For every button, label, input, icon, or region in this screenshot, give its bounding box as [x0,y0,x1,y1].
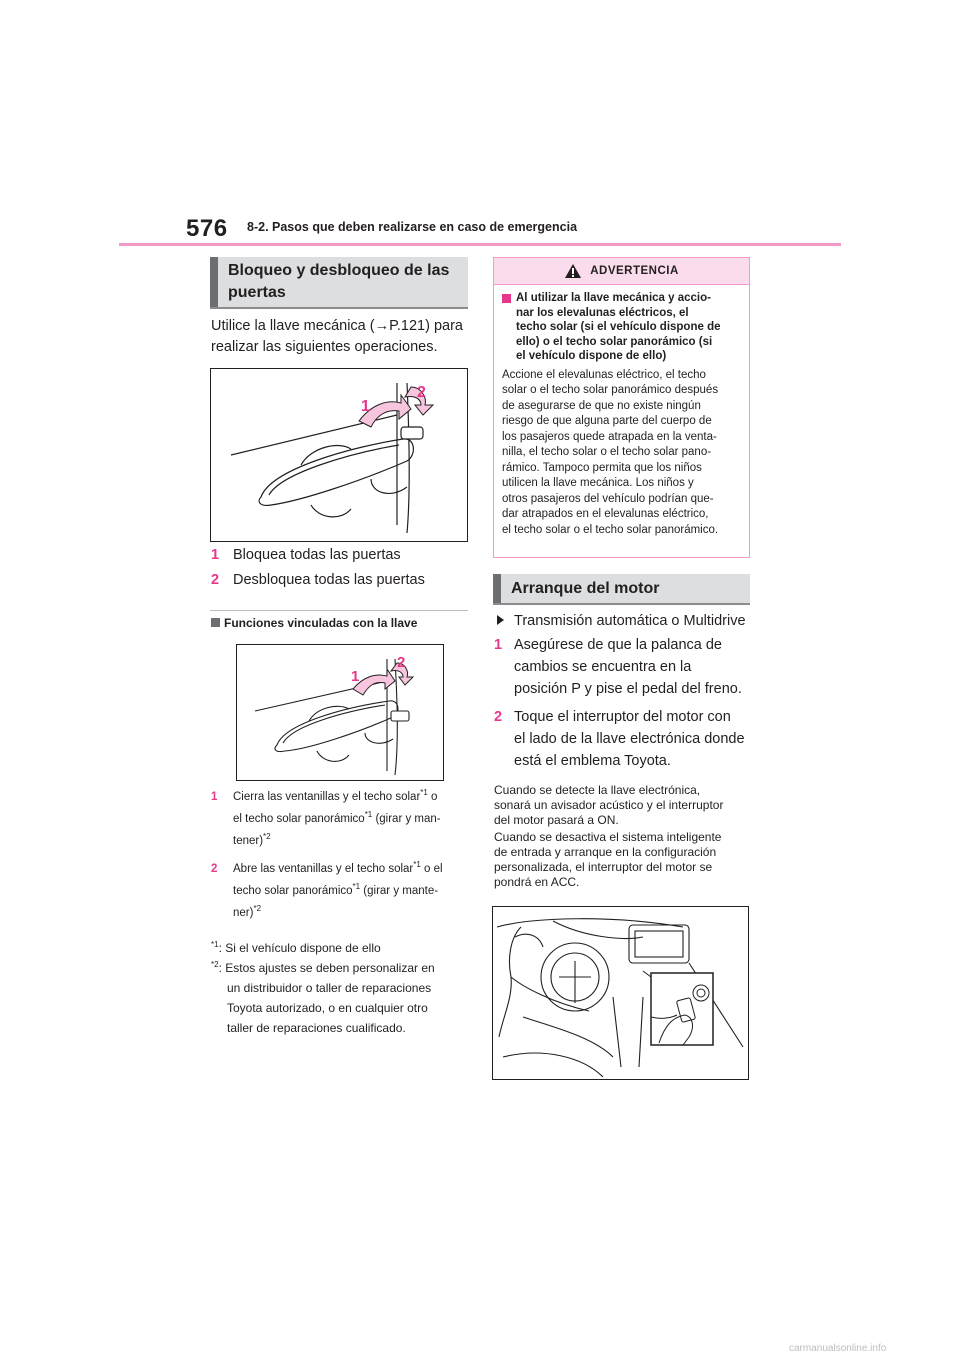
item-number: 2 [211,863,218,875]
footnote-mark: *2 [211,960,219,969]
chapter-title: 8-2. Pasos que deben realizarse en caso de emergencia [247,220,578,234]
footnote-2 [211,958,473,978]
linked-functions-list [211,786,473,924]
warning-body-line: el techo solar o el techo solar panorámico. [502,523,719,536]
intro-line: realizar las siguientes operaciones. [211,339,438,355]
text-seg: (girar y man- [372,813,441,825]
step-text: Bloquea todas las puertas [233,547,401,563]
fig2-label-1: 1 [351,668,360,685]
text-seg: tener) [233,835,264,847]
footnote-mark: *2 [253,904,262,914]
step-text [514,706,745,772]
footnote-text: : Si el vehículo dispone de ello [218,941,381,955]
footnote-mark: *1 [352,882,361,892]
paragraph-smart-entry [494,830,756,890]
paragraph-line: del motor pasará a ON. [494,813,619,827]
footnote-mark: *1 [413,860,421,870]
text-seg: (girar y mante- [360,885,439,897]
square-bullet-icon [211,618,220,627]
door-handle-illustration [211,369,466,540]
text-seg: el techo solar panorámico [233,813,365,825]
paragraph-line: Cuando se desactiva el sistema inteligente [494,830,722,844]
list-item [211,858,473,924]
section-rule [493,603,750,605]
fig1-label-2: 2 [417,384,426,401]
step-text: Desbloquea todas las puertas [233,572,425,588]
list-item [211,570,473,591]
footnote-1 [211,938,473,958]
warning-body-line: de asegurarse de que no existe ningún [502,399,701,412]
step-line: posición P y pise el pedal del freno. [514,681,742,697]
item-line [233,830,441,852]
driver-cabin-illustration [493,907,747,1078]
warning-body-line: rámico. Tampoco permita que los niños [502,461,702,474]
warning-body-line: otros pasajeros del vehículo podrían que- [502,492,714,505]
subhead-text: Funciones vinculadas con la llave [224,616,418,630]
step-number: 1 [211,547,220,563]
footnote-mark: *2 [263,832,271,842]
paragraph-line: personalizada, el interruptor del motor se [494,860,713,874]
subhead-linked-functions [211,616,417,630]
list-item [211,545,473,566]
figure-linked-functions [236,644,444,781]
step-line: Toque el interruptor del motor con [514,709,731,725]
figure-engine-start [492,906,749,1080]
warning-heading-line: nar los elevalunas eléctricos, el [516,306,689,319]
step-line: está el emblema Toyota. [514,753,671,769]
paragraph-line: Cuando se detecte la llave electrónica, [494,783,701,797]
step-line: cambios se encuentra en la [514,659,692,675]
engine-steps [494,634,756,772]
door-handle-illustration-2 [237,645,442,779]
list-item [211,786,473,852]
warning-heading-line: el vehículo dispone de ello) [516,350,667,362]
fig2-label-2: 2 [397,654,406,671]
intro-line: Utilice la llave mecánica (→P.121) para [211,318,463,334]
steps-list [211,545,473,591]
divider [210,610,468,611]
footnotes [211,938,473,1038]
item-line [233,808,441,830]
warning-body-line: Accione el elevalunas eléctrico, el techo [502,368,706,381]
transmission-text: Transmisión automática o Multidrive [514,613,746,629]
warning-body-line: solar o el techo solar panorámico después [502,384,719,396]
footnote-mark: *1 [211,940,219,949]
intro-paragraph [211,316,473,358]
item-line [233,786,441,808]
warning-title: ADVERTENCIA [590,265,679,277]
triangle-bullet-icon [497,615,504,625]
section-title-engine [493,574,750,603]
footnote-mark: *1 [364,810,373,820]
text-seg: o el [420,863,443,875]
warning-header [494,258,749,285]
warning-box [493,257,750,558]
list-item [494,634,756,700]
paragraph-line: sonará un avisador acústico y el interruptor [494,798,724,812]
square-bullet-icon [502,294,511,303]
warning-body-line: nilla, el techo solar o el techo solar pano- [502,446,712,458]
warning-body-line: los pasajeros quede atrapada en la venta- [502,430,717,443]
section-title-line1: Bloqueo y desbloqueo de las [228,262,450,279]
footnote-line: un distribuidor o taller de reparaciones [227,981,432,995]
step-number: 2 [211,572,220,588]
step-number: 1 [494,637,503,653]
step-number: 2 [494,709,503,725]
text-seg: o [427,791,438,803]
footnote-text: : Estos ajustes se deben personalizar en [218,961,435,975]
fig1-label-1: 1 [361,398,370,415]
warning-body-line: riesgo de que alguna parte del cuerpo de [502,415,712,427]
paragraph-line: de entrada y arranque en la configuración [494,845,717,859]
page-number: 576 [186,215,228,242]
footnote-line: taller de reparaciones cualificado. [227,1021,406,1035]
paragraph-line: pondrá en ACC. [494,875,580,889]
item-line [233,858,443,880]
item-text [233,858,443,924]
section-title-line2: puertas [228,284,286,301]
section-title-doors [210,257,468,307]
warning-triangle-icon [564,263,582,279]
paragraph-key-detected [494,783,756,828]
text-seg: Abre las ventanillas y el techo solar [233,863,414,875]
warning-heading-line: Al utilizar la llave mecánica y accio- [516,292,711,304]
section-rule [210,307,468,309]
text-seg: Cierra las ventanillas y el techo solar [233,791,421,803]
warning-body-line: dar atrapados en el elevalunas eléctrico, [502,508,709,520]
text-seg: ner) [233,907,254,919]
figure-door-handle-key [210,368,468,542]
watermark-text: carmanualsonline.info [789,1343,887,1354]
step-line: el lado de la llave electrónica donde [514,731,745,747]
warning-heading [494,285,749,364]
warning-heading-line: techo solar (si el vehículo dispone de [516,321,721,333]
item-line [233,902,443,924]
item-line [233,880,443,902]
footnote-mark: *1 [420,788,428,798]
warning-heading-line: ello) o el techo solar panorámico (si [516,335,713,348]
section-title-text: Arranque del motor [511,580,660,597]
step-line: Asegúrese de que la palanca de [514,637,722,653]
text-seg: techo solar panorámico [233,885,353,897]
item-number: 1 [211,791,218,803]
item-text [233,786,441,852]
step-text [514,634,742,700]
warning-body [494,364,749,539]
footnote-line: Toyota autorizado, o en cualquier otro [227,1001,428,1015]
transmission-line [497,611,757,632]
warning-body-line: utilicen la llave mecánica. Los niños y [502,477,694,489]
header-rule [119,243,841,246]
list-item [494,706,756,772]
